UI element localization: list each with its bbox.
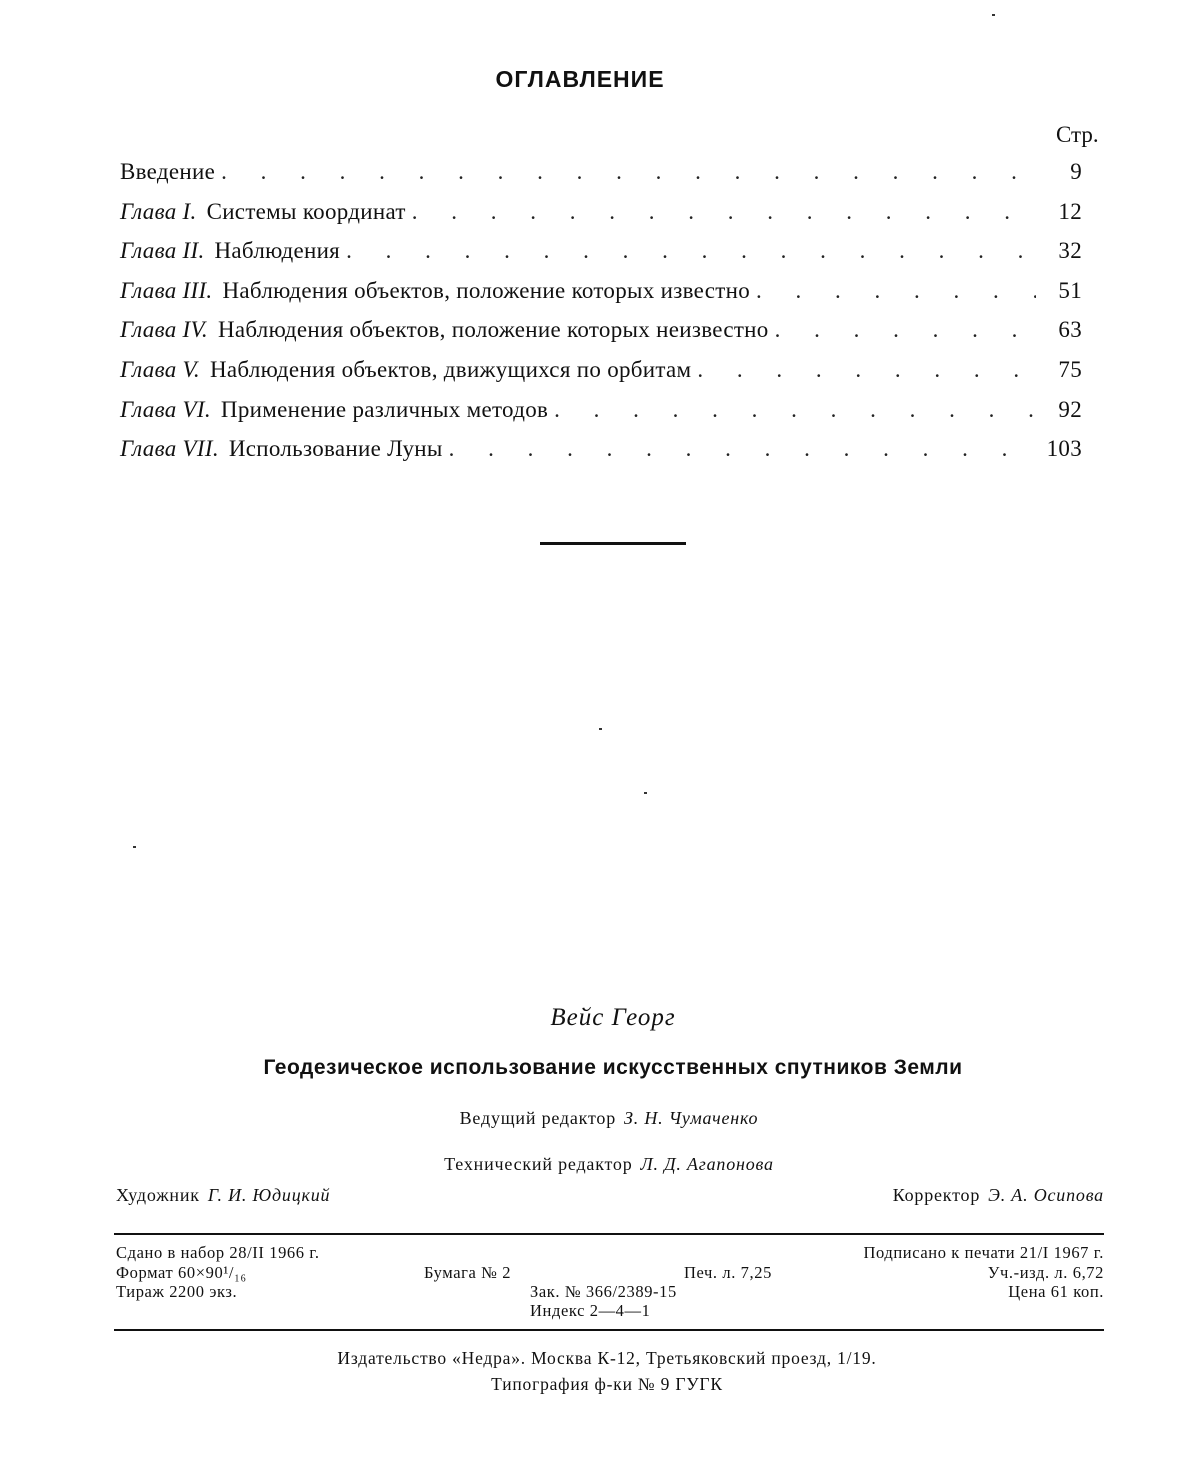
toc-entry-page: 12 bbox=[1058, 198, 1082, 224]
toc-entry-introduction bbox=[120, 152, 1082, 192]
toc-entry-text: Применение различных методов bbox=[220, 396, 549, 422]
toc-entry-text: Системы координат bbox=[206, 198, 406, 224]
imprint-price: Цена 61 коп. bbox=[1008, 1282, 1104, 1301]
toc-entry-chapter-3 bbox=[120, 271, 1082, 311]
imprint-rule-bottom bbox=[114, 1329, 1104, 1331]
toc-entry-page: 103 bbox=[1046, 436, 1082, 462]
book-title: Геодезическое использование искусственных спутников Земли bbox=[263, 1056, 963, 1079]
imprint-pub-sheets: Уч.-изд. л. 6,72 bbox=[987, 1263, 1104, 1282]
toc-entry-page: 92 bbox=[1058, 396, 1082, 422]
imprint-submitted: Сдано в набор 28/II 1966 г. bbox=[116, 1243, 320, 1262]
credit-person: З. Н. Чумаченко bbox=[624, 1108, 759, 1128]
credit-role: Технический редактор bbox=[444, 1154, 633, 1174]
author-name: Вейс Георг bbox=[550, 1004, 676, 1031]
credit-role: Корректор bbox=[892, 1185, 981, 1205]
toc-entry-chapter: Глава VII. bbox=[120, 436, 219, 462]
toc-leader-dots bbox=[697, 350, 1036, 390]
credit-corrector bbox=[893, 1185, 1104, 1206]
scan-speck bbox=[644, 792, 647, 794]
toc-entry-chapter-6 bbox=[120, 390, 1082, 430]
toc-entry-text: Наблюдения объектов, движущихся по орбитам bbox=[209, 356, 692, 382]
toc-entry-chapter-2 bbox=[120, 231, 1082, 271]
credit-role: Художник bbox=[116, 1185, 200, 1205]
toc-entry-page: 9 bbox=[1070, 159, 1082, 184]
toc-leader-dots bbox=[221, 152, 1036, 192]
toc-entry-chapter: Глава I. bbox=[120, 198, 197, 224]
toc-entry-chapter-5 bbox=[120, 350, 1082, 390]
scan-speck bbox=[133, 846, 136, 848]
imprint-print-sheets: Печ. л. 7,25 bbox=[684, 1263, 772, 1282]
credit-artist bbox=[116, 1185, 330, 1206]
scan-speck bbox=[992, 14, 995, 16]
credit-lead-editor bbox=[0, 1108, 1200, 1129]
toc-entry-text: Использование Луны bbox=[228, 436, 443, 462]
imprint-order: Зак. № 366/2389-15 bbox=[530, 1282, 677, 1301]
toc-entry-page: 63 bbox=[1058, 317, 1082, 343]
toc-entry-chapter-4 bbox=[120, 310, 1082, 350]
toc-entry-text: Наблюдения объектов, положение которых неизвестно bbox=[217, 317, 769, 343]
toc-entry-chapter: Глава III. bbox=[120, 277, 213, 303]
publisher-line: Издательство «Недра». Москва К-12, Третьяковский проезд, 1/19. bbox=[337, 1348, 877, 1368]
toc-entry-chapter-7 bbox=[120, 429, 1082, 469]
toc-entry-chapter: Глава II. bbox=[120, 238, 205, 264]
imprint-paper: Бумага № 2 bbox=[424, 1263, 512, 1282]
toc-entry-text: Введение bbox=[120, 159, 216, 184]
credit-person: Э. А. Осипова bbox=[988, 1185, 1104, 1205]
toc-entry-chapter: Глава IV. bbox=[120, 317, 208, 343]
scan-speck bbox=[599, 728, 602, 730]
toc-entry-page: 51 bbox=[1058, 277, 1082, 303]
toc-leader-dots bbox=[346, 231, 1036, 271]
toc-leader-dots bbox=[554, 390, 1036, 430]
toc-leader-dots bbox=[756, 271, 1036, 311]
imprint-format: Формат 60×90¹/₁₆ bbox=[116, 1263, 247, 1282]
credit-person: Г. И. Юдицкий bbox=[207, 1185, 331, 1205]
page-title: ОГЛАВЛЕНИЕ bbox=[495, 66, 665, 92]
section-divider bbox=[540, 542, 686, 545]
page-column-label: Стр. bbox=[1056, 122, 1099, 147]
imprint-print-run: Тираж 2200 экз. bbox=[116, 1282, 238, 1301]
imprint-signed: Подписано к печати 21/I 1967 г. bbox=[863, 1243, 1104, 1262]
credit-tech-editor bbox=[0, 1154, 1200, 1175]
imprint-index: Индекс 2—4—1 bbox=[530, 1301, 651, 1320]
toc-entry-chapter-1 bbox=[120, 192, 1082, 232]
toc-entry-page: 32 bbox=[1058, 238, 1082, 264]
toc-entry-chapter: Глава V. bbox=[120, 356, 200, 382]
toc-leader-dots bbox=[775, 310, 1036, 350]
toc-entry-chapter: Глава VI. bbox=[120, 396, 211, 422]
toc-entry-page: 75 bbox=[1058, 356, 1082, 382]
imprint-rule-top bbox=[114, 1233, 1104, 1235]
toc-leader-dots bbox=[449, 429, 1036, 469]
printer-line: Типография ф-ки № 9 ГУГК bbox=[491, 1374, 723, 1394]
toc-entry-text: Наблюдения объектов, положение которых известно bbox=[222, 277, 750, 303]
credit-person: Л. Д. Агапонова bbox=[640, 1154, 774, 1174]
credit-role: Ведущий редактор bbox=[459, 1108, 617, 1128]
table-of-contents bbox=[120, 152, 1082, 469]
toc-leader-dots bbox=[412, 192, 1036, 232]
toc-entry-text: Наблюдения bbox=[214, 238, 341, 264]
